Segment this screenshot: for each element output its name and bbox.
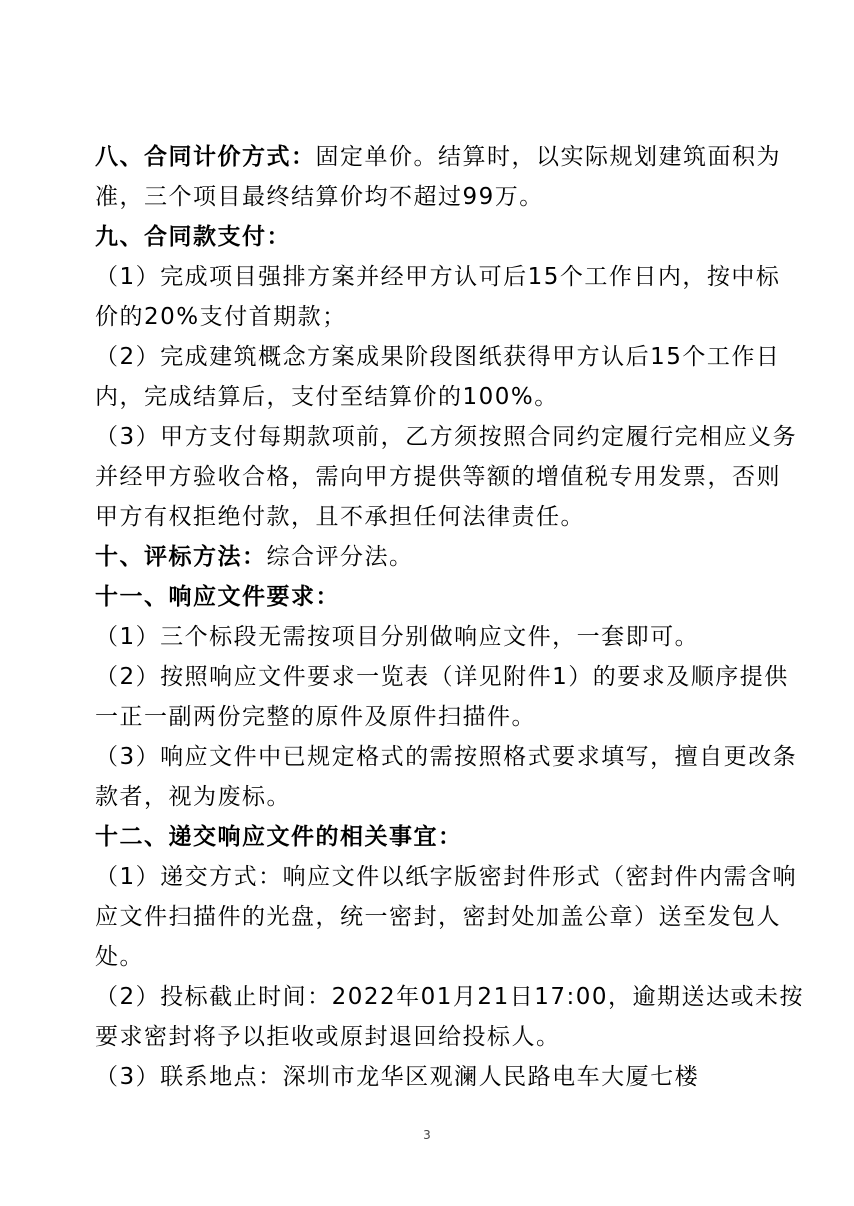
section-12-heading: 十二、递交响应文件的相关事宜： (95, 824, 463, 850)
paragraph-text: 一正一副两份完整的原件及原件扫描件。 (95, 704, 536, 730)
section-8-heading: 八、合同计价方式： (95, 144, 316, 170)
paragraph-text: （1）三个标段无需按项目分别做响应文件，一套即可。 (95, 624, 700, 650)
page-number: 3 (423, 1128, 431, 1142)
section-9-line-2 (95, 257, 781, 297)
section-11-line-4 (95, 697, 765, 737)
paragraph-text: （1）递交方式：响应文件以纸字版密封件形式（密封件内需含响 (95, 864, 798, 890)
paragraph-text: （2）按照响应文件要求一览表（详见附件1）的要求及顺序提供 (95, 664, 789, 690)
section-9-line-7 (95, 457, 781, 497)
section-11-line-1 (95, 577, 765, 617)
section-9-heading: 九、合同款支付： (95, 224, 291, 250)
section-9-line-1 (95, 217, 765, 257)
paragraph-text: 处。 (95, 944, 144, 970)
section-9-line-3 (95, 297, 765, 337)
paragraph-text: 内，完成结算后，支付至结算价的100%。 (95, 384, 559, 410)
section-11-line-3 (95, 657, 789, 697)
section-12-line-1 (95, 817, 765, 857)
paragraph-text: 应文件扫描件的光盘，统一密封，密封处加盖公章）送至发包人 (95, 904, 781, 930)
paragraph-text: 款者，视为废标。 (95, 784, 291, 810)
section-10-heading: 十、评标方法： (95, 544, 267, 570)
section-9-line-5 (95, 377, 765, 417)
section-10-line-1 (95, 537, 765, 577)
section-12-line-6 (95, 1017, 765, 1057)
document-body (95, 137, 804, 1097)
paragraph-text: （2）投标截止时间：2022年01月21日17:00，逾期送达或未按 (95, 984, 804, 1010)
section-12-line-5 (95, 977, 804, 1017)
section-8-line-1 (95, 137, 781, 177)
section-8-line-2 (95, 177, 765, 217)
paragraph-text: （3）甲方支付每期款项前，乙方须按照合同约定履行完相应义务 (95, 424, 798, 450)
section-11-heading: 十一、响应文件要求： (95, 584, 340, 610)
section-11-line-6 (95, 777, 765, 817)
paragraph-text: （3）响应文件中已规定格式的需按照格式要求填写，擅自更改条 (95, 744, 798, 770)
section-12-line-4 (95, 937, 765, 977)
paragraph-text: （2）完成建筑概念方案成果阶段图纸获得甲方认后15个工作日 (95, 344, 781, 370)
paragraph-text: 甲方有权拒绝付款，且不承担任何法律责任。 (95, 504, 585, 530)
section-9-line-8 (95, 497, 765, 537)
section-9-line-4 (95, 337, 781, 377)
section-8-text: 固定单价。结算时，以实际规划建筑面积为 (315, 144, 781, 170)
section-12-line-7 (95, 1057, 765, 1097)
section-11-line-2 (95, 617, 765, 657)
paragraph-text: （1）完成项目强排方案并经甲方认可后15个工作日内，按中标 (95, 264, 781, 290)
section-10-text: 综合评分法。 (266, 544, 414, 570)
section-12-line-3 (95, 897, 781, 937)
section-12-line-2 (95, 857, 798, 897)
paragraph-text: 价的20%支付首期款； (95, 304, 347, 330)
paragraph-text: 要求密封将予以拒收或原封退回给投标人。 (95, 1024, 561, 1050)
paragraph-text: 并经甲方验收合格，需向甲方提供等额的增值税专用发票，否则 (95, 464, 781, 490)
section-8-text-cont: 准，三个项目最终结算价均不超过99万。 (95, 184, 544, 210)
paragraph-text: （3）联系地点：深圳市龙华区观澜人民路电车大厦七楼 (95, 1064, 700, 1090)
section-11-line-5 (95, 737, 798, 777)
section-9-line-6 (95, 417, 798, 457)
